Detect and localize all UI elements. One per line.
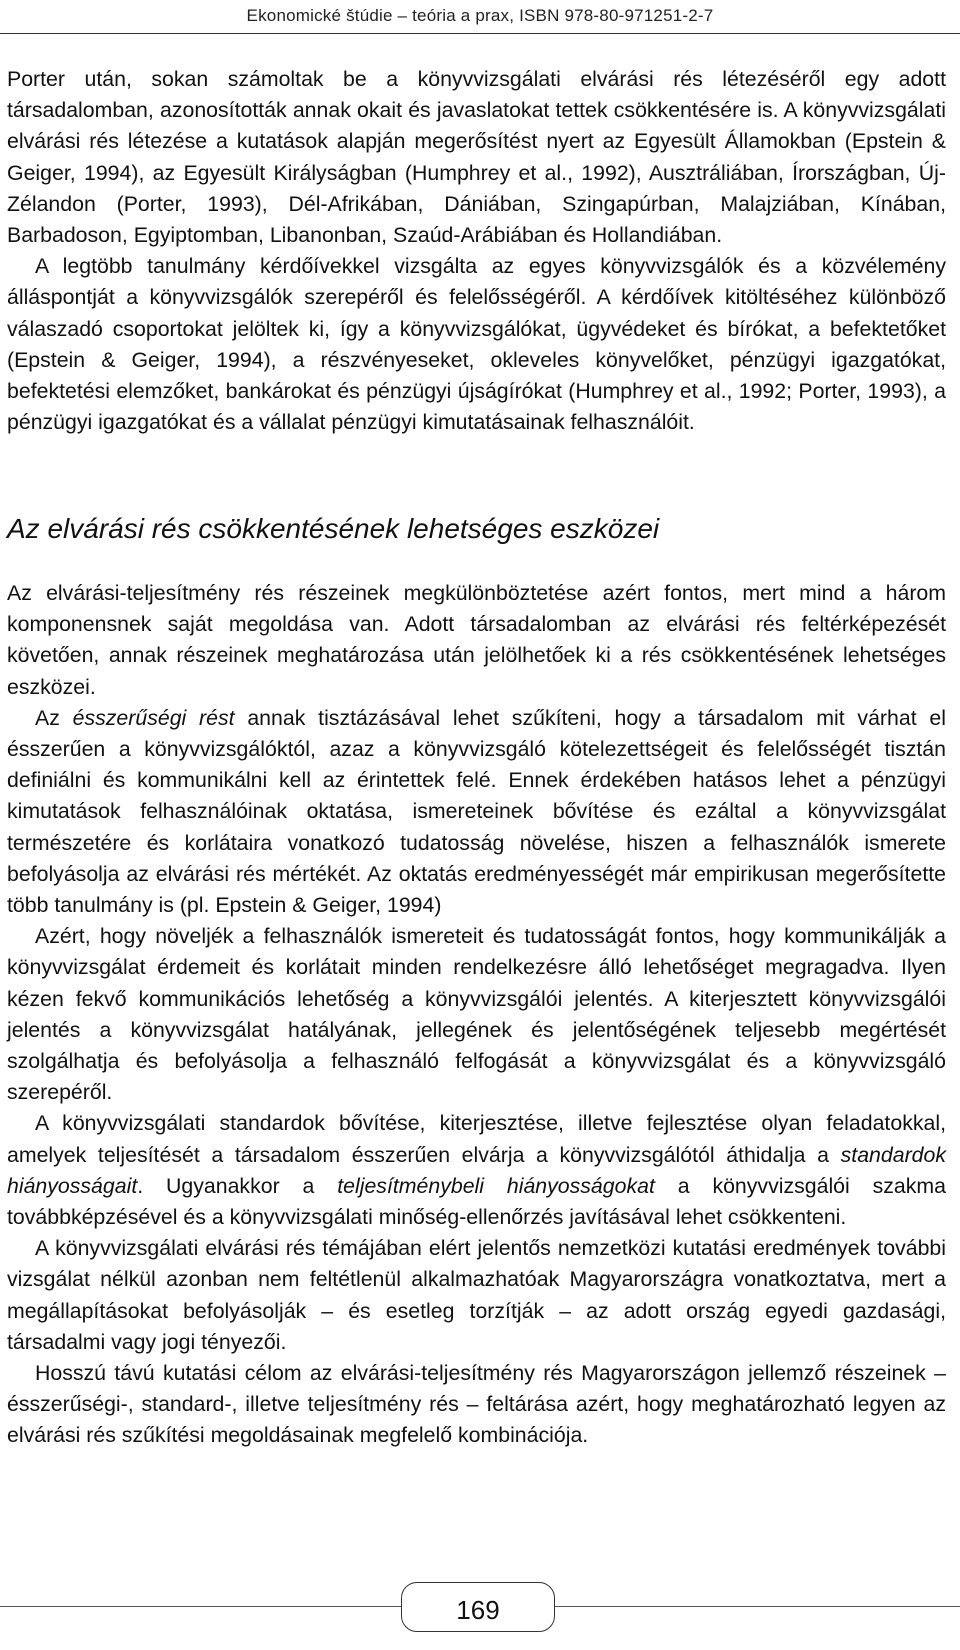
page-number-box — [401, 1582, 555, 1632]
paragraph-6-part-c: . Ugyanakkor a — [137, 1173, 338, 1198]
paragraph-6-italic-term-1: standardok hiányosságait — [7, 1142, 946, 1198]
paragraph-6-italic-term-2: teljesítménybeli hiányosságokat — [337, 1173, 655, 1198]
paragraph-7: A könyvvizsgálati elvárási rés témájában elért jelentős nemzetközi kutatási eredmények további vizsgálat nélkül azonban nem feltétlenül alkalmazhatóak Magyarországra vonatkoztatva, mert a megállapításokat befolyásolják – és esetleg torzítják – az adott ország egyedi gazdasági, társadalmi vagy jogi tényezői. — [7, 1236, 946, 1354]
paragraph-5: Azért, hogy növeljék a felhasználók ismereteit és tudatosságát fontos, hogy kommunikálják a könyvvizsgálat érdemeit és korlátait minden rendelkezésre álló lehetőséget megragadva. Ilyen kézen fekvő kommunikációs lehetőség a könyvvizsgálói jelentés. A kiterjesztett könyvvizsgálói jelentés a könyvvizsgálat hatályának, jellegének és jelentőségének teljesebb megértését szolgálhatja és befolyásolja a felhasználó felfogását a könyvvizsgálat és a könyvvizsgáló szerepéről. — [7, 924, 946, 1105]
section-body — [7, 578, 946, 1452]
paragraph-1: Porter után, sokan számoltak be a könyvvizsgálati elvárási rés létezéséről egy adott társadalomban, azonosították annak okait és javaslatokat tettek csökkentésére is. A könyvvizsgálati elvárási rés létezése a kutatások alapján megerősítést nyert az Egyesült Államokban (Epstein & Geiger, 1994), az Egyesült Királyságban (Humphrey et al., 1992), Ausztráliában, Írországban, Új-Zélandon (Porter, 1993), Dél-Afrikában, Dániában, Szingapúrban, Malajziában, Kínában, Barbadoson, Egyiptomban, Libanonban, Szaúd-Arábiában és Hollandiában. — [7, 67, 946, 248]
paragraph-4-italic-term: ésszerűségi rést — [72, 705, 235, 730]
paragraph-4 — [7, 703, 946, 921]
paragraph-4-part-a: Az — [35, 705, 73, 730]
section-heading-wrap — [7, 511, 659, 547]
paragraph-8: Hosszú távú kutatási célom az elvárási-teljesítmény rés Magyarországon jellemző részeinek – ésszerűségi-, standard-, illetve teljesítmény rés – feltárása azért, hogy meghatározható legyen az elvárási rés szűkítési megoldásainak megfelelő kombinációja. — [7, 1361, 946, 1448]
header-rule — [0, 33, 960, 34]
intro-section — [7, 64, 946, 438]
running-header: Ekonomické štúdie – teória a prax, ISBN 978-80-971251-2-7 — [246, 6, 714, 25]
page-number: 169 — [456, 1594, 500, 1625]
paragraph-2: A legtöbb tanulmány kérdőívekkel vizsgálta az egyes könyvvizsgálók és a közvélemény álláspontját a könyvvizsgálók szerepéről és felelősségéről. A kérdőívek kitöltéséhez különböző válaszadó csoportokat jelöltek ki, így a könyvvizsgálókat, ügyvédeket és bírókat, a befektetőket (Epstein & Geiger, 1994), a részvényeseket, okleveles könyvelőket, pénzügyi igazgatókat, befektetési elemzőket, bankárokat és pénzügyi újságírókat (Humphrey et al., 1992; Porter, 1993), a pénzügyi igazgatókat és a vállalat pénzügyi kimutatásainak felhasználóit. — [7, 254, 946, 435]
paragraph-6-part-a: A könyvvizsgálati standardok bővítése, kiterjesztése, illetve fejlesztése olyan feladatokkal, amelyek teljesítését a társadalom ésszerűen elvárja a könyvvizsgálótól áthidalja a — [7, 1111, 946, 1167]
section-heading: Az elvárási rés csökkentésének lehetséges eszközei — [7, 513, 660, 544]
paragraph-6-part-e: a könyvvizsgálói szakma továbbképzésével és a könyvvizsgálati minőség-ellenőrzés javításával lehet csökkenteni. — [7, 1173, 946, 1230]
paragraph-3: Az elvárási-teljesítmény rés részeinek megkülönböztetése azért fontos, mert mind a három komponensnek saját megoldása van. Adott társadalomban az elvárási rés feltérképezését követően, annak részeinek meghatározása után jelölhetőek ki a rés csökkentésének lehetséges eszközei. — [7, 581, 946, 699]
paragraph-6 — [7, 1108, 946, 1233]
paragraph-4-part-c: annak tisztázásával lehet szűkíteni, hogy a társadalom mit várhat el ésszerűen a könyvvizsgálóktól, azaz a könyvvizsgáló kötelezettségeit és felelősségét tisztán definiálni és kommunikálni kell az érintettek felé. Ennek érdekében hatásos lehet a pénzügyi kimutatások felhasználóinak oktatása, ismereteinek bővítése és ezáltal a könyvvizsgálat természetére és korlátaira vonatkozó tudatosság növelése, hiszen a felhasználók ismerete befolyásolja az elvárási rés mértékét. Az oktatás eredményességét már empirikusan megerősítette több tanulmány is (pl. Epstein & Geiger, 1994) — [7, 705, 946, 918]
